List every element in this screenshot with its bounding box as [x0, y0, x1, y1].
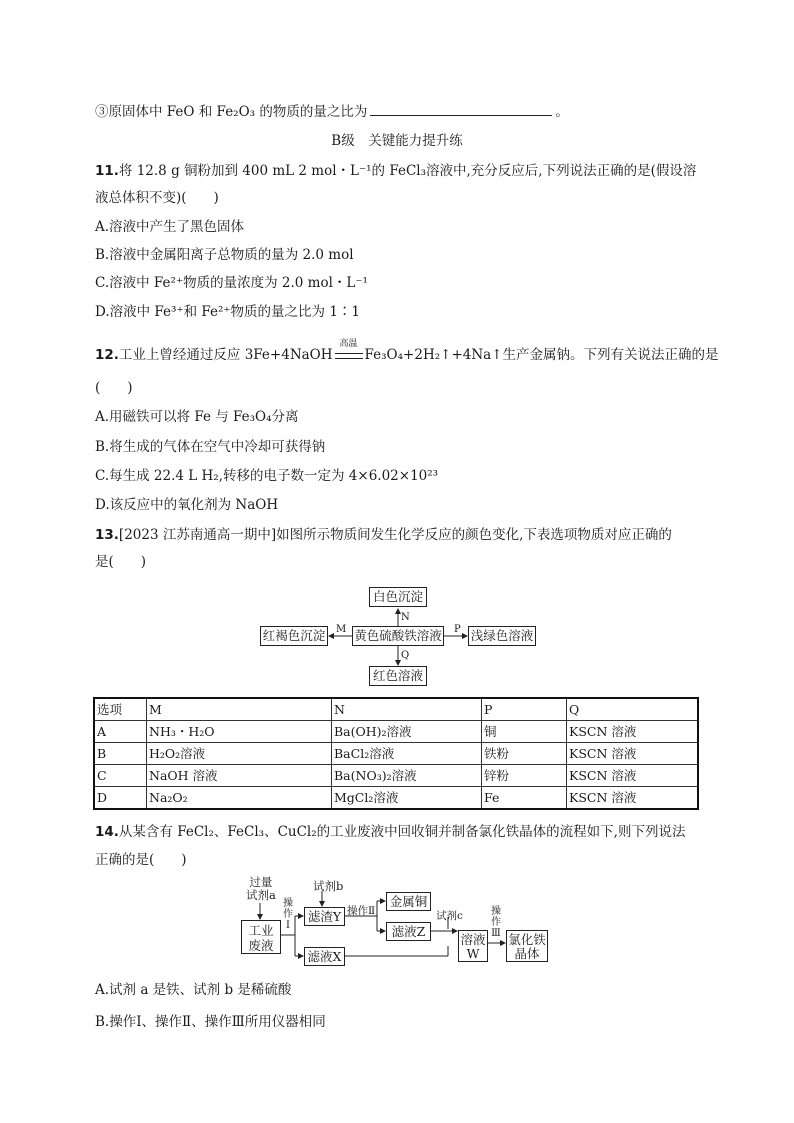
- table-cell: 铜: [482, 721, 567, 743]
- q14-option-a: A.试剂 a 是铁、试剂 b 是稀硫酸: [95, 982, 292, 998]
- table-cell: A: [94, 721, 147, 743]
- q13-stem-1: 13.[2023 江苏南通高一期中]如图所示物质间发生化学反应的颜色变化,下表选项物质对应正确的: [95, 527, 672, 543]
- red-brown-precipitate-box: 红褐色沉淀: [260, 626, 328, 646]
- header-cell: 选项: [94, 698, 147, 721]
- table-cell: Ba(OH)₂溶液: [332, 721, 482, 743]
- table-cell: Fe: [482, 787, 567, 810]
- table-cell: Na₂O₂: [147, 787, 332, 810]
- q11-stem-1: 11.将 12.8 g 铜粉加到 400 mL 2 mol・L⁻¹的 FeCl₃溶液中,充分反应后,下列说法正确的是(假设溶: [95, 163, 697, 179]
- table-cell: BaCl₂溶液: [332, 743, 482, 765]
- reagent-c-label: 试剂c: [436, 910, 463, 922]
- yellow-ferric-sulfate-box: 黄色硫酸铁溶液: [352, 626, 444, 646]
- q11-option-c: C.溶液中 Fe²⁺物质的量浓度为 2.0 mol・L⁻¹: [95, 275, 368, 291]
- label-q: Q: [401, 650, 410, 661]
- q13-stem-2: 是( ): [95, 554, 147, 570]
- reaction-condition: 高温: [335, 345, 363, 365]
- table-cell: C: [94, 765, 147, 787]
- solution-w-box: 溶液 W: [458, 930, 488, 962]
- table-cell: NH₃・H₂O: [147, 721, 332, 743]
- operation-2-label: 操作Ⅱ: [347, 905, 376, 917]
- q10-tail-line: ③原固体中 FeO 和 Fe₂O₃ 的物质的量之比为 。: [95, 101, 569, 122]
- table-cell: 铁粉: [482, 743, 567, 765]
- table-cell: Ba(NO₃)₂溶液: [332, 765, 482, 787]
- residue-y-box: 滤渣Y: [304, 907, 345, 926]
- table-cell: B: [94, 743, 147, 765]
- table-cell: KSCN 溶液: [567, 765, 699, 787]
- light-green-solution-box: 浅绿色溶液: [468, 626, 536, 646]
- q14-option-b: B.操作Ⅰ、操作Ⅱ、操作Ⅲ所用仪器相同: [95, 1014, 326, 1030]
- header-cell: P: [482, 698, 567, 721]
- table-cell: D: [94, 787, 147, 810]
- table-cell: KSCN 溶液: [567, 743, 699, 765]
- q12-option-a: A.用磁铁可以将 Fe 与 Fe₃O₄分离: [95, 409, 299, 425]
- header-cell: M: [147, 698, 332, 721]
- q11-stem-2: 液总体积不变)( ): [95, 190, 219, 206]
- table-cell: KSCN 溶液: [567, 787, 699, 810]
- q12-option-c: C.每生成 22.4 L H₂,转移的电子数一定为 4×6.02×10²³: [95, 468, 439, 484]
- operation-3-label: 操 作 Ⅲ: [491, 906, 501, 939]
- q11-option-a: A.溶液中产生了黑色固体: [95, 219, 245, 235]
- excess-reagent-a-label: 过量 试剂a: [246, 875, 276, 902]
- label-p: P: [454, 624, 461, 635]
- q12-stem-2: ( ): [95, 380, 133, 396]
- reagent-b-label: 试剂b: [313, 879, 344, 893]
- table-cell: MgCl₂溶液: [332, 787, 482, 810]
- operation-1-label: 操 作 Ⅰ: [283, 898, 293, 931]
- filtrate-x-box: 滤液X: [304, 947, 345, 966]
- industrial-waste-box: 工业 废液: [241, 920, 281, 954]
- table-cell: 锌粉: [482, 765, 567, 787]
- white-precipitate-box: 白色沉淀: [369, 587, 427, 607]
- metal-copper-box: 金属铜: [386, 892, 431, 911]
- q14-stem-2: 正确的是( ): [95, 852, 187, 868]
- section-title: B级 关键能力提升练: [331, 133, 463, 149]
- ferric-chloride-crystal-box: 氯化铁 晶体: [506, 930, 548, 962]
- label-m: M: [336, 624, 347, 635]
- table-cell: NaOH 溶液: [147, 765, 332, 787]
- header-cell: Q: [567, 698, 699, 721]
- q12-option-b: B.将生成的气体在空气中冷却可获得钠: [95, 439, 326, 455]
- label-n: N: [401, 612, 410, 623]
- filtrate-z-box: 滤液Z: [386, 922, 431, 941]
- q11-option-d: D.溶液中 Fe³⁺和 Fe²⁺物质的量之比为 1∶1: [95, 304, 360, 320]
- q11-option-b: B.溶液中金属阳离子总物质的量为 2.0 mol: [95, 247, 354, 263]
- q14-stem-1: 14.从某含有 FeCl₂、FeCl₃、CuCl₂的工业废液中回收铜并制备氯化铁晶体的流程如下,则下列说法: [95, 824, 686, 840]
- table-cell: KSCN 溶液: [567, 721, 699, 743]
- header-cell: N: [332, 698, 482, 721]
- red-solution-box: 红色溶液: [369, 666, 427, 686]
- table-cell: H₂O₂溶液: [147, 743, 332, 765]
- q12-stem-1: 12.工业上曾经通过反应 3Fe+4NaOH 高温 Fe₃O₄+2H₂↑+4Na↑生产金属钠。下列有关说法正确的是: [95, 339, 719, 363]
- q12-option-d: D.该反应中的氧化剂为 NaOH: [95, 497, 279, 513]
